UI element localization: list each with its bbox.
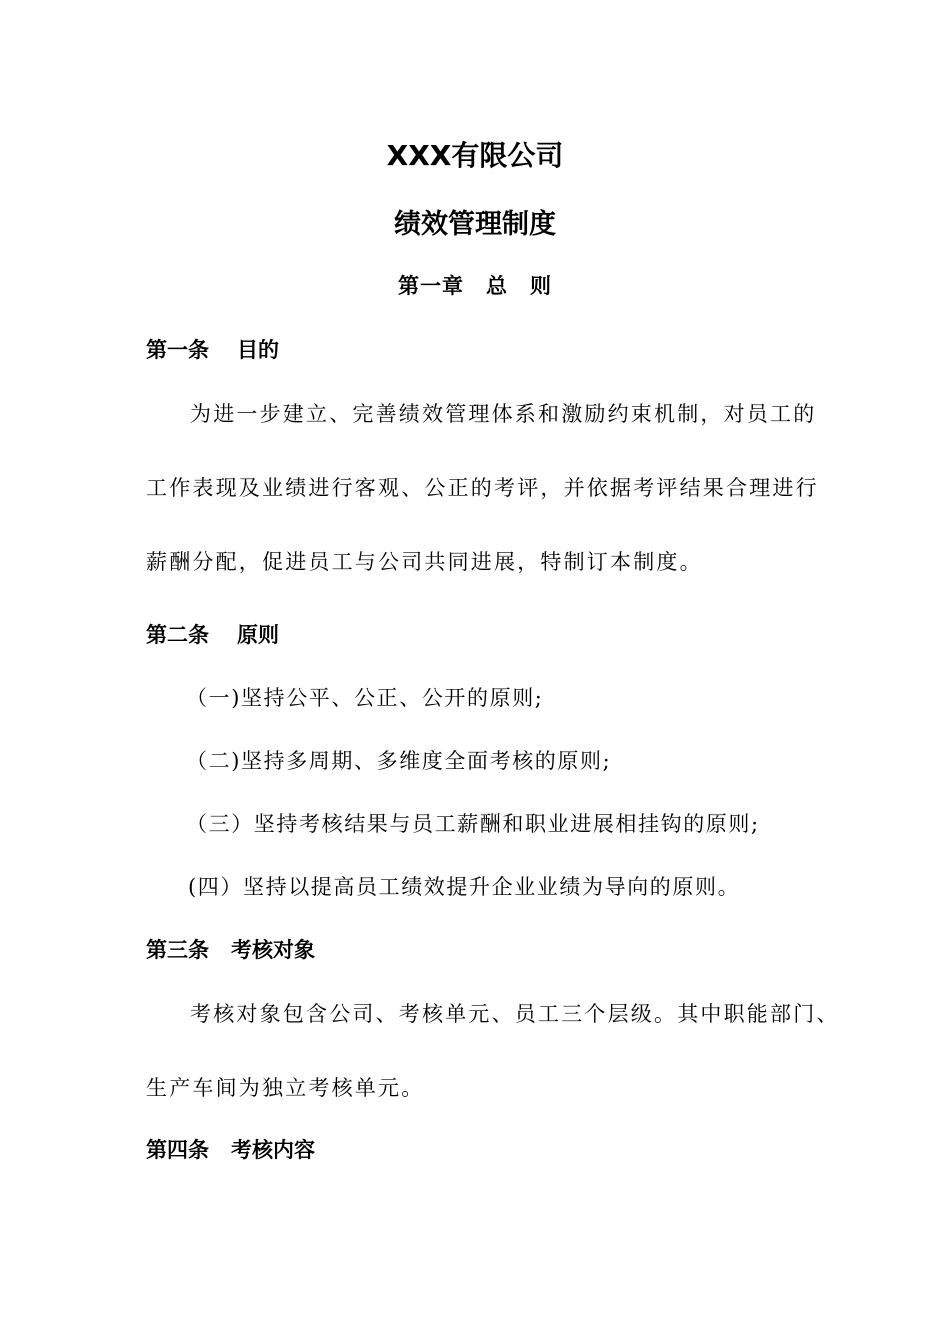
article-3-line-1: 考核对象包含公司、考核单元、员工三个层级。其中职能部门、: [190, 1002, 840, 1026]
article-1-line-2: 工作表现及业绩进行客观、公正的考评，并依据考评结果合理进行: [146, 476, 819, 500]
article-1-heading: [146, 334, 279, 364]
company-name: XXX有限公司: [386, 139, 564, 172]
article-number: 第三条: [146, 937, 209, 962]
principle-item-1: （一)坚持公平、公正、公开的原则;: [186, 686, 544, 710]
article-1-line-3: 薪酬分配，促进员工与公司共同进展，特制订本制度。: [146, 550, 703, 574]
article-number: 第一条: [146, 337, 209, 362]
article-number: 第二条: [146, 622, 209, 647]
article-title: 考核内容: [231, 1137, 315, 1162]
article-2-heading: [146, 619, 279, 649]
article-3-line-2: 生产车间为独立考核单元。: [146, 1076, 425, 1100]
article-title: 原则: [237, 622, 279, 647]
principle-item-2: （二)坚持多周期、多维度全面考核的原则;: [186, 749, 612, 773]
article-title: 目的: [237, 337, 279, 362]
article-number: 第四条: [146, 1137, 209, 1162]
document-title: 绩效管理制度: [394, 209, 556, 240]
chapter-heading: [0, 270, 950, 300]
article-4-heading: [146, 1134, 315, 1164]
chapter-number: 第一章: [398, 273, 464, 298]
chapter-name: 总 则: [486, 273, 552, 298]
article-title: 考核对象: [231, 937, 315, 962]
principle-item-3: （三）坚持考核结果与员工薪酬和职业进展相挂钩的原则;: [186, 812, 760, 836]
article-1-line-1: 为进一步建立、完善绩效管理体系和激励约束机制，对员工的: [190, 402, 817, 426]
principle-item-4: (四）坚持以提高员工绩效提升企业业绩为导向的原则。: [188, 875, 741, 899]
article-3-heading: [146, 934, 315, 964]
